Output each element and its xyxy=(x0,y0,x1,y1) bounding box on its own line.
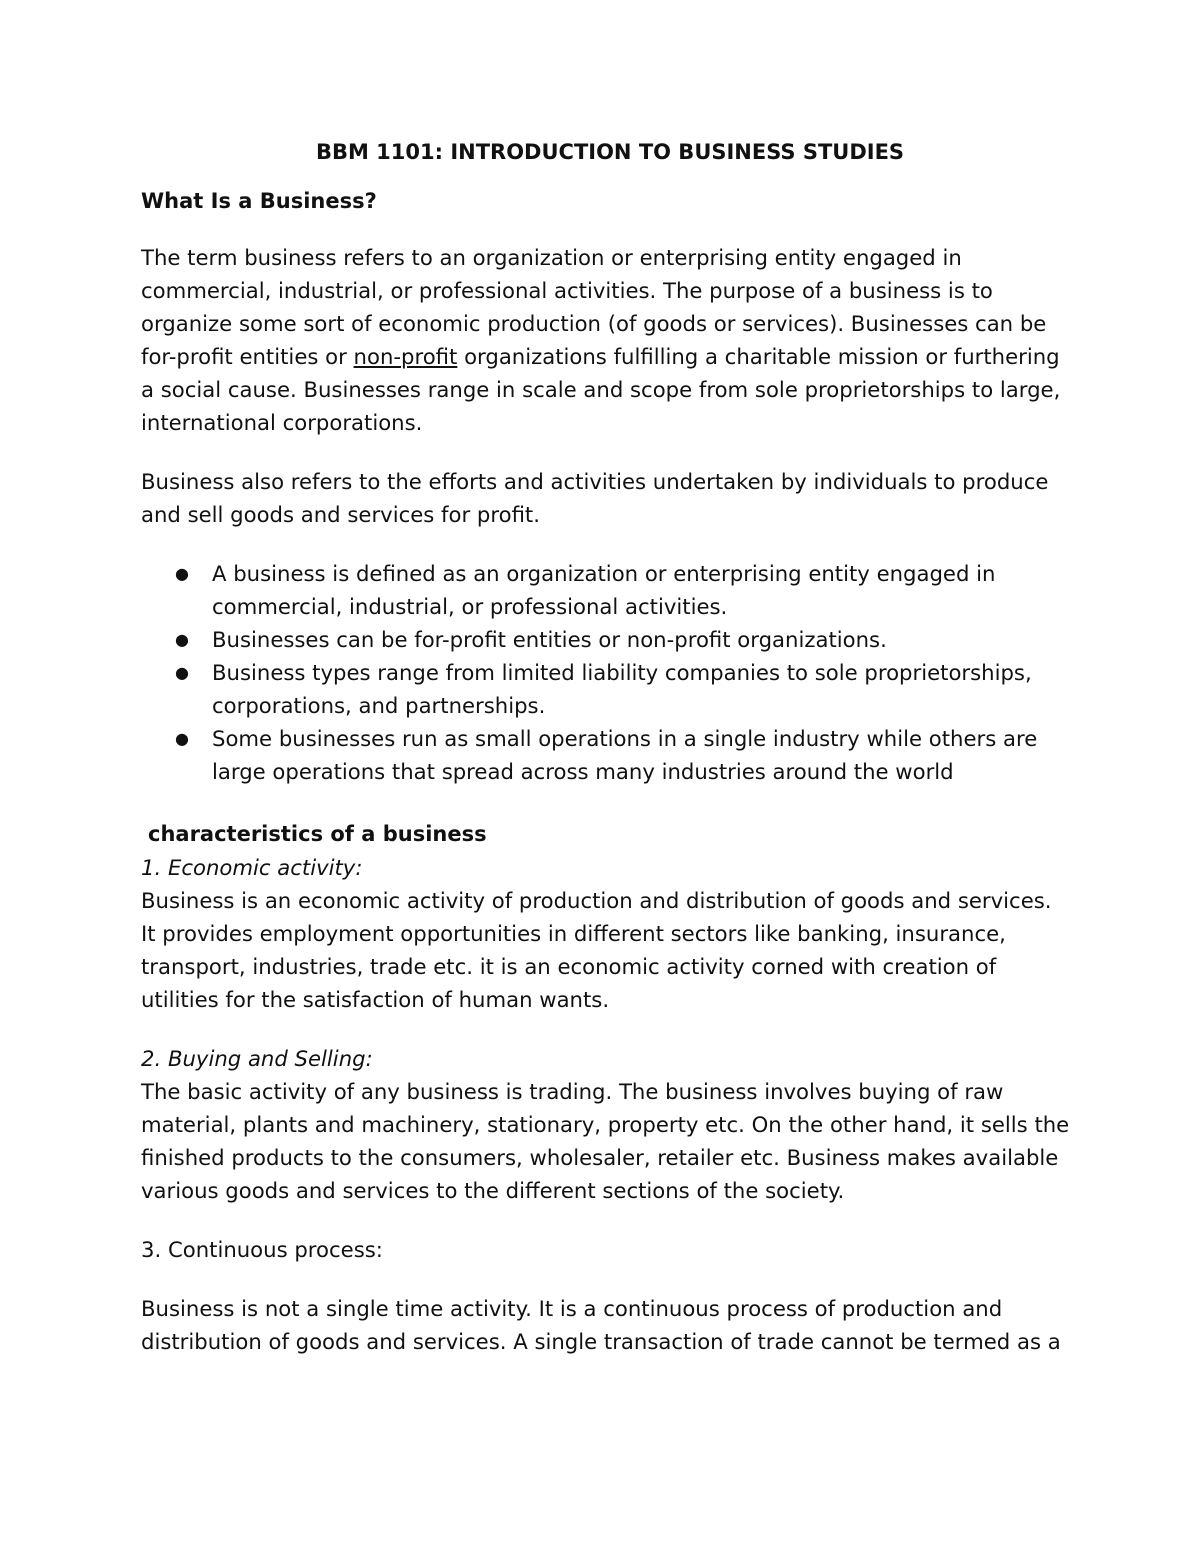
characteristics-heading: characteristics of a business xyxy=(148,822,487,846)
document-title: BBM 1101: INTRODUCTION TO BUSINESS STUDIES xyxy=(315,140,905,164)
bullet-icon: ● xyxy=(175,663,189,682)
characteristic-body-buying-selling: The basic activity of any business is trading. The business involves buying of raw material, plants and machinery, stationary, property etc. On the other hand, it sells the finished products to the consumers, wholesaler, retailer etc. Business makes available various goods and services to the different sections of the society. xyxy=(141,1079,1070,1203)
bullet-item xyxy=(141,722,1071,788)
characteristic-title-buying-selling: 2. Buying and Selling: xyxy=(141,1046,373,1071)
section-heading-what-is-business: What Is a Business? xyxy=(141,189,377,213)
characteristic-body-continuous-process: Business is not a single time activity. It is a continuous process of production and distribution of goods and services. A single transaction of trade cannot be termed as a xyxy=(141,1296,1061,1354)
characteristic-body-economic-activity: Business is an economic activity of production and distribution of goods and services. It provides employment opportunities in different sectors like banking, insurance, transport, industries, trade etc. it is an economic activity corned with creation of utilities for the satisfaction of human wants. xyxy=(141,888,1052,1012)
characteristic-title-continuous-process: 3. Continuous process: xyxy=(141,1237,383,1262)
bullet-text: Some businesses run as small operations in a single industry while others are large operations that spread across many industries around the world xyxy=(212,726,1038,784)
bullet-text: A business is defined as an organization or enterprising entity engaged in commercial, industrial, or professional activities. xyxy=(212,561,996,619)
bullet-text: Business types range from limited liability companies to sole proprietorships, corporations, and partnerships. xyxy=(212,660,1032,718)
paragraph-definition-text-2: organizations fulfilling a charitable mission or furthering a social cause. Businesses range in scale and scope from sole proprietorships to large, international corporations. xyxy=(141,344,1061,435)
document-page xyxy=(141,140,1071,1384)
paragraph-efforts: Business also refers to the efforts and activities undertaken by individuals to produce and sell goods and services for profit. xyxy=(141,469,1049,527)
paragraph-definition-text-1: The term business refers to an organization or enterprising entity engaged in commercial, industrial, or professional activities. The purpose of a business is to organize some sort of economic production (of goods or services). Businesses can be for-profit entities or xyxy=(141,245,1047,369)
bullet-icon: ● xyxy=(175,729,189,748)
characteristic-title-economic-activity: 1. Economic activity: xyxy=(141,855,363,880)
summary-bullet-list xyxy=(141,557,1071,788)
bullet-item xyxy=(141,656,1071,722)
bullet-icon: ● xyxy=(175,564,189,583)
bullet-icon: ● xyxy=(175,630,189,649)
bullet-item xyxy=(141,557,1071,623)
bullet-item xyxy=(141,623,1071,656)
paragraph-definition xyxy=(141,241,1071,439)
non-profit-link[interactable]: non-profit xyxy=(353,344,458,369)
bullet-text: Businesses can be for-profit entities or non-profit organizations. xyxy=(212,627,887,652)
